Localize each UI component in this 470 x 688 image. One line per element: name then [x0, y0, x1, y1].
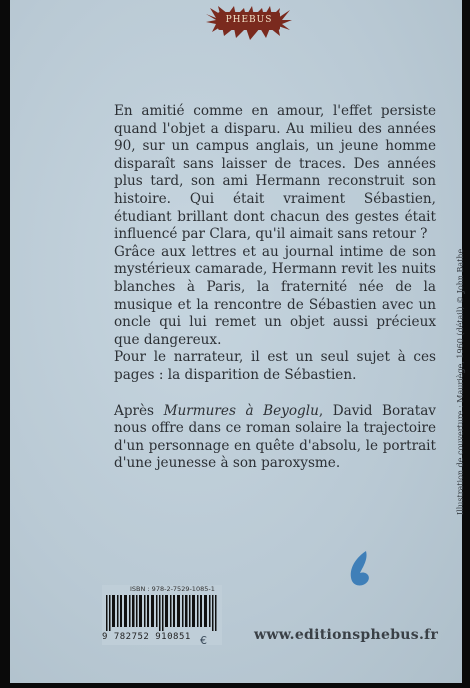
blurb-p4-before: Après — [114, 402, 164, 419]
blurb-text — [114, 103, 436, 473]
blurb-p4-title: Murmures à Beyoglu — [163, 402, 319, 419]
blurb-paragraph-3: Pour le narrateur, il est un seul sujet à ces pages : la disparition de Sébastien. — [114, 349, 436, 383]
logo-text: PHEBUS — [225, 15, 273, 25]
price-symbol: € — [200, 634, 207, 647]
barcode-icon — [102, 595, 222, 631]
publisher-mark-icon — [346, 549, 376, 593]
blurb-paragraph-4 — [114, 403, 436, 473]
isbn-text: ISBN : 978-2-7529-1085-1 — [130, 585, 215, 593]
blurb-p4-after: , David Boratav nous offre dans ce roman solaire la trajectoire d'un personnage en quête d'absolu, le portrait d'une jeunesse à son paroxysme. — [114, 402, 436, 472]
publisher-logo — [206, 6, 292, 40]
cover-credit: Illustration de couverture : Mauriège, 1960 (détail) © John Bathe — [456, 248, 465, 515]
blurb-paragraph-1: En amitié comme en amour, l'effet persiste quand l'objet a disparu. Au milieu des années 90, sur un campus anglais, un jeune homme disparaît sans laisser de traces. Des années plus tard, son ami Hermann reconstruit son histoire. Qui était vraiment Sébastien, étudiant brillant dont chacun des gestes était influencé par Clara, qu'il aimait sans retour ? — [114, 103, 436, 243]
blurb-paragraph-2: Grâce aux lettres et au journal intime de son mystérieux camarade, Hermann revit les nuits blanches à Paris, la fraternité née de la musique et la rencontre de Sébastien avec un oncle qui lui remet un objet aussi précieux que dangereux. — [114, 243, 436, 348]
book-back-cover — [10, 0, 465, 683]
barcode-number: 9 782752 910851 — [102, 632, 191, 642]
publisher-website: www.editionsphebus.fr — [254, 627, 439, 643]
